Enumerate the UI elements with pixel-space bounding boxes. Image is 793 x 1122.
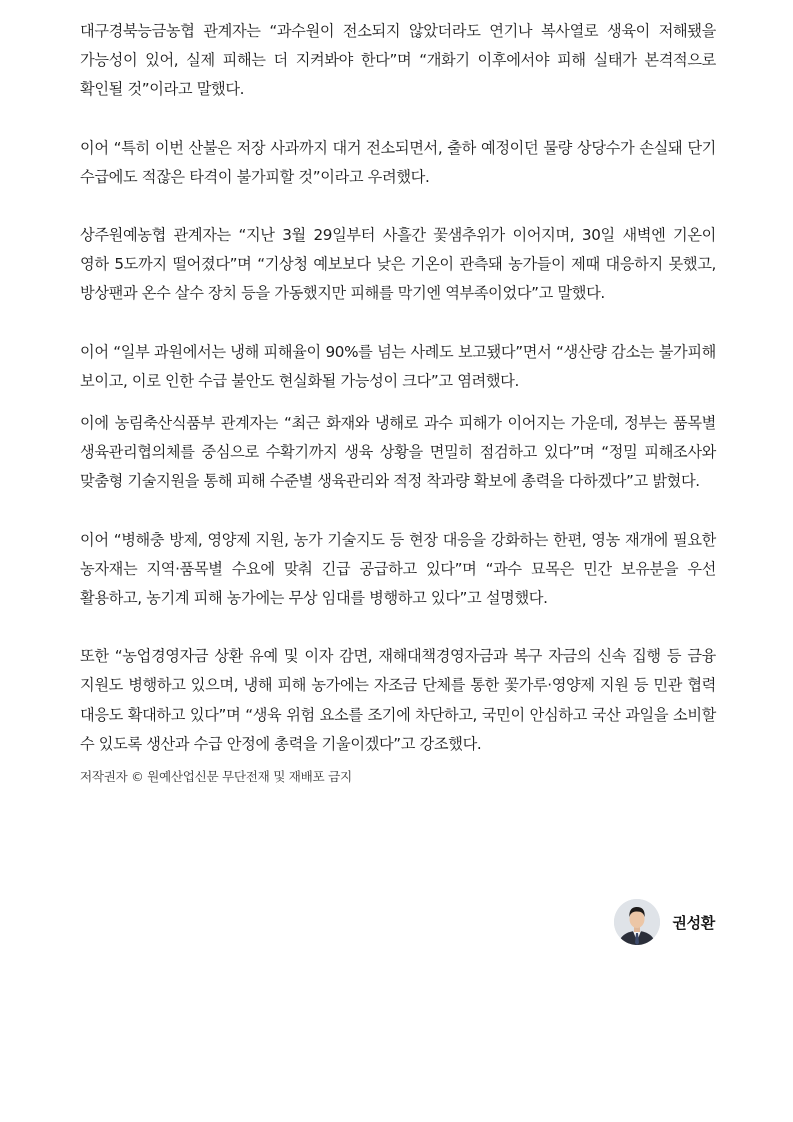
article-paragraph: 대구경북능금농협 관계자는 “과수원이 전소되지 않았더라도 연기나 복사열로 생육이 저해됐을 가능성이 있어, 실제 피해는 더 지켜봐야 한다”며 “개화기 이후에서야 피해 실태가 본격적으로 확인될 것”이라고 말했다. bbox=[80, 22, 716, 99]
article-paragraph: 또한 “농업경영자금 상환 유예 및 이자 감면, 재해대책경영자금과 복구 자금의 신속 집행 등 금융 지원도 병행하고 있으며, 냉해 피해 농가에는 자조금 단체를 통한 꽃가루·영양제 지원 등 민관 협력 대응도 확대하고 있다”며 “생육 위험 요소를 조기에 차단하고, 국민이 안심하고 국산 과일을 소비할 수 있도록 생산과 수급 안정에 총력을 기울이겠다”고 강조했다. bbox=[80, 647, 716, 753]
author-photo bbox=[614, 899, 660, 945]
copyright-notice: 저작권자 © 원예산업신문 무단전재 및 재배포 금지 bbox=[80, 769, 352, 785]
article-body bbox=[80, 17, 716, 787]
article-paragraph: 이에 농림축산식품부 관계자는 “최근 화재와 냉해로 과수 피해가 이어지는 가운데, 정부는 품목별 생육관리협의체를 중심으로 수확기까지 생육 상황을 면밀히 점검하고 있다”며 “정밀 피해조사와 맞춤형 기술지원을 통해 피해 수준별 생육관리와 적정 착과량 확보에 총력을 다하겠다”고 밝혔다. bbox=[80, 414, 716, 491]
article-paragraph: 상주원예농협 관계자는 “지난 3월 29일부터 사흘간 꽃샘추위가 이어지며, 30일 새벽엔 기온이 영하 5도까지 떨어졌다”며 “기상청 예보보다 낮은 기온이 관측돼 농가들이 제때 대응하지 못했고, 방상팬과 온수 살수 장치 등을 가동했지만 피해를 막기엔 역부족이었다”고 말했다. bbox=[80, 226, 716, 303]
author-name[interactable]: 권성환 bbox=[672, 913, 715, 932]
author-byline[interactable] bbox=[614, 899, 715, 945]
article-paragraph: 이어 “특히 이번 산불은 저장 사과까지 대거 전소되면서, 출하 예정이던 물량 상당수가 손실돼 단기 수급에도 적잖은 타격이 불가피할 것”이라고 우려했다. bbox=[80, 138, 716, 186]
article-paragraph: 이어 “병해충 방제, 영양제 지원, 농가 기술지도 등 현장 대응을 강화하는 한편, 영농 재개에 필요한 농자재는 지역·품목별 수요에 맞춰 긴급 공급하고 있다”며 “과수 묘목은 민간 보유분을 우선 활용하고, 농기계 피해 농가에는 무상 임대를 병행하고 있다”고 설명했다. bbox=[80, 530, 716, 608]
article-paragraph: 이어 “일부 과원에서는 냉해 피해율이 90%를 넘는 사례도 보고됐다”면서 “생산량 감소는 불가피해 보이고, 이로 인한 수급 불안도 현실화될 가능성이 크다”고 염려했다. bbox=[80, 342, 716, 390]
avatar[interactable] bbox=[614, 899, 660, 945]
